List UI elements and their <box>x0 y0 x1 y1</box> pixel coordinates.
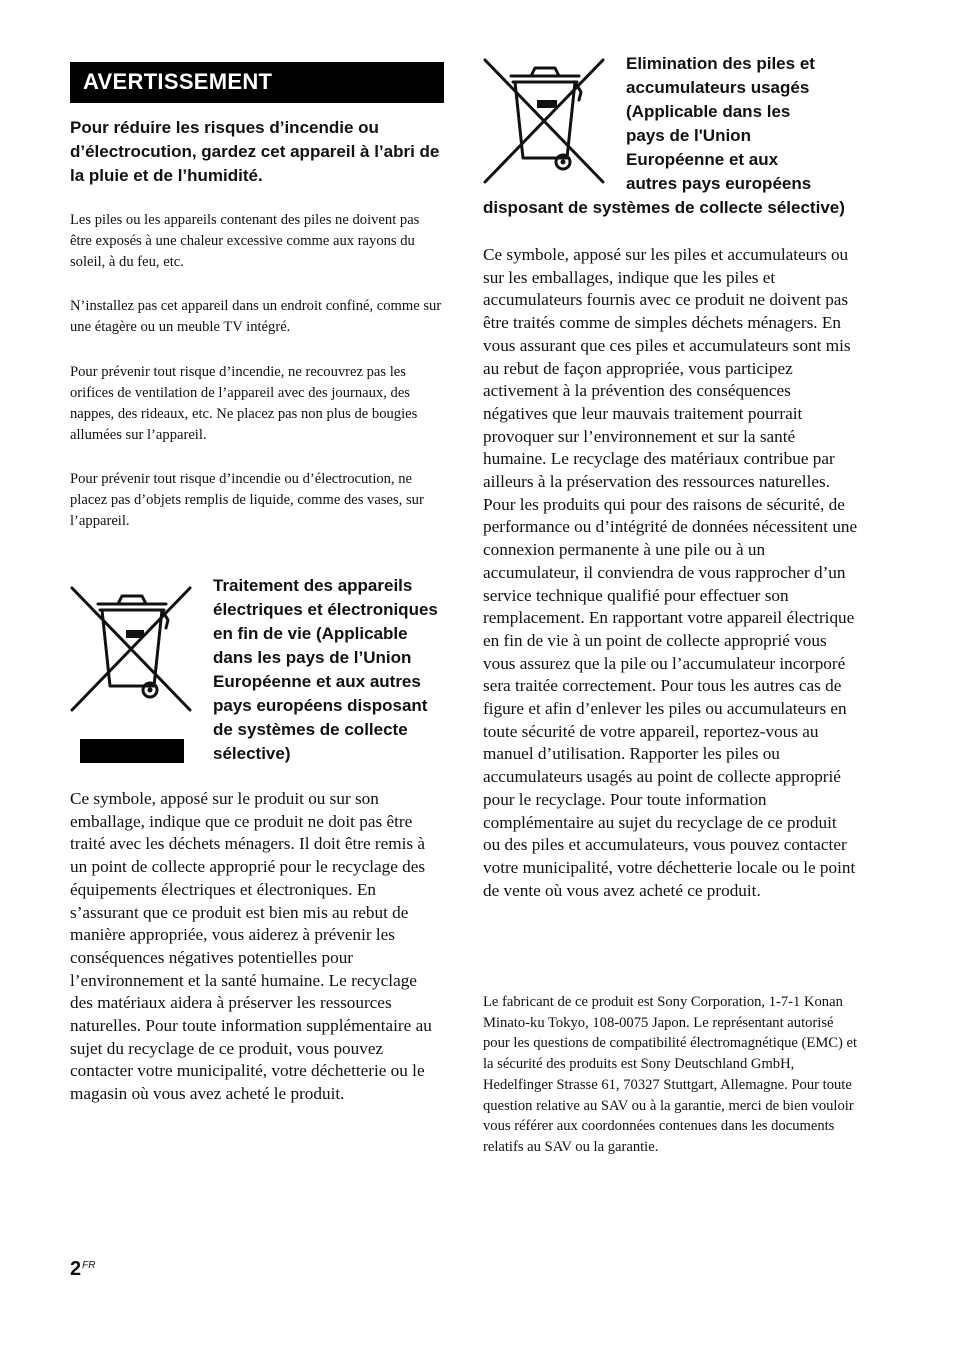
weee-heading: Traitement des appareils électriques et électroniques en fin de vie (Applicable dans les pays de l’Union Européenne et aux autres pays européens disposant de systèmes de collecte sélective) <box>213 576 438 763</box>
warning-title: AVERTISSEMENT <box>83 69 273 94</box>
battery-heading-line: (Applicable dans les <box>626 102 791 121</box>
battery-heading <box>626 52 861 196</box>
battery-body: Ce symbole, apposé sur les piles et accumulateurs ou sur les emballages, indique que les piles et accumulateurs fournis avec ce produit ne doivent pas être traités comme de simples déchets ménagers. En vous assurant que ces piles et accumulateurs sont mis au rebut de façon appropriée, vous participez activement à la prévention des conséquences négatives que leur mauvais traitement pourrait provoquer sur l’environnement et sur la santé humaine. Le recyclage des matériaux contribue par ailleurs à la préservation des ressources naturelles. Pour les produits qui pour des raisons de sécurité, de performance ou d’intégrité de données nécessitent une connexion permanente à une pile ou à un accumulateur, il conviendra de vous rapprocher d’un service technique qualifié pour effectuer son remplacement. En rapportant votre appareil électrique en fin de vie à un point de collecte approprié vous vous assurez que la pile ou l’accumulateur incorporé sera traitée correctement. Pour tous les autres cas de figure et afin d’enlever les piles ou accumulateurs en toute sécurité de votre appareil, reportez-vous au manuel d’utilisation. Rapporter les piles ou accumulateurs usagés au point de collecte approprié pour le recyclage. Pour toute information complémentaire au sujet du recyclage de ce produit ou des piles et accumulateurs, vous pouvez contacter votre municipalité, votre déchetterie locale ou le point de vente où vous avez acheté ce produit. <box>483 245 858 900</box>
page-number-value: 2 <box>70 1258 82 1280</box>
page-language: FR <box>82 1260 96 1271</box>
battery-heading-line: autres pays européens <box>626 174 812 193</box>
battery-heading-tail: disposant de systèmes de collecte sélective) <box>483 198 845 217</box>
weee-body: Ce symbole, apposé sur le produit ou sur son emballage, indique que ce produit ne doit pas être traité avec les déchets ménagers. Il doit être remis à un point de collecte approprié pour le recyclage des équipements électriques et électroniques. En s’assurant que ce produit est bien mis au rebut de manière appropriée, vous aiderez à prévenir les conséquences négatives potentielles pour l’environnement et la santé humaine. Le recyclage des matériaux aidera à préserver les ressources naturelles. Pour toute information supplémentaire au sujet du recyclage de ce produit, vous pouvez contacter votre municipalité, votre déchetterie ou le magasin où vous avez acheté le produit. <box>70 789 432 1104</box>
battery-heading-line: accumulateurs usagés <box>626 78 810 97</box>
warning-paragraph-3: Pour prévenir tout risque d’incendie, ne recouvrez pas les orifices de ventilation de l’appareil avec des journaux, des nappes, des rideaux, etc. Ne placez pas non plus de bougies allumées sur l’appareil. <box>70 364 418 443</box>
warning-paragraph-2: N’installez pas cet appareil dans un endroit confiné, comme sur une étagère ou un meuble TV intégré. <box>70 298 442 335</box>
battery-heading-line: pays de l'Union <box>626 126 751 145</box>
weee-black-bar <box>80 739 184 763</box>
page-number <box>70 1258 95 1281</box>
battery-heading-line: Elimination des piles et <box>626 54 815 73</box>
warning-paragraph-4: Pour prévenir tout risque d’incendie ou d’électrocution, ne placez pas d’objets remplis de liquide, comme des vases, sur l’appareil. <box>70 471 424 529</box>
warning-paragraph-1: Les piles ou les appareils contenant des piles ne doivent pas être exposés à une chaleur excessive comme aux rayons du soleil, à du feu, etc. <box>70 212 420 270</box>
battery-heading-line: Européenne et aux <box>626 150 779 169</box>
battery-crossed-out-bin-icon <box>483 58 607 188</box>
manufacturer-text: Le fabricant de ce produit est Sony Corporation, 1-7-1 Konan Minato-ku Tokyo, 108-0075 Japon. Le représentant autorisé pour les questions de compatibilité électromagnétique (EMC) et la sécurité des produits est Sony Deutschland GmbH, Hedelfinger Strasse 61, 70327 Stuttgart, Allemagne. Pour toute question relative au SAV ou à la garantie, merci de bien vouloir vous référer aux coordonnées contenues dans les documents relatifs au SAV ou la garantie. <box>483 994 858 1155</box>
weee-crossed-out-bin-icon <box>70 586 194 716</box>
warning-heading: Pour réduire les risques d’incendie ou d’électrocution, gardez cet appareil à l’abri de la pluie et de l’humidité. <box>70 118 440 185</box>
warning-title-banner <box>70 62 444 103</box>
